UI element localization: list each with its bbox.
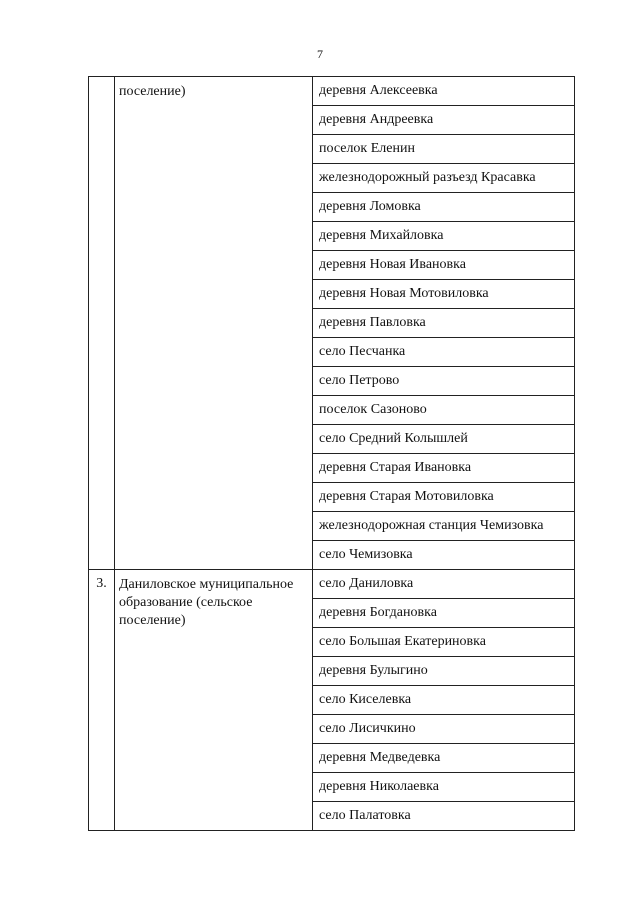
settlements-table xyxy=(88,76,575,831)
locality-name: железнодорожная станция Чемизовка xyxy=(319,518,544,533)
table-body xyxy=(89,77,575,831)
locality-cell xyxy=(313,251,575,280)
table-row xyxy=(89,570,575,599)
locality-name: село Средний Колышлей xyxy=(319,431,468,446)
locality-name: село Чемизовка xyxy=(319,547,413,562)
locality-cell xyxy=(313,541,575,570)
locality-cell xyxy=(313,396,575,425)
locality-cell xyxy=(313,77,575,106)
locality-name: деревня Николаевка xyxy=(319,779,439,794)
locality-cell xyxy=(313,744,575,773)
locality-cell xyxy=(313,628,575,657)
locality-name: поселок Еленин xyxy=(319,141,415,156)
locality-cell xyxy=(313,686,575,715)
locality-cell xyxy=(313,512,575,541)
locality-name: деревня Старая Ивановка xyxy=(319,460,472,475)
locality-name: деревня Ломовка xyxy=(319,199,421,214)
locality-cell xyxy=(313,773,575,802)
locality-cell xyxy=(313,280,575,309)
page-number: 7 xyxy=(317,47,323,61)
locality-cell xyxy=(313,657,575,686)
locality-name: село Петрово xyxy=(319,373,400,388)
locality-name: село Большая Екатериновка xyxy=(319,634,486,649)
locality-cell xyxy=(313,338,575,367)
locality-cell xyxy=(313,425,575,454)
locality-cell xyxy=(313,367,575,396)
locality-name: деревня Булыгино xyxy=(319,663,428,678)
locality-name: село Палатовка xyxy=(319,808,411,823)
locality-name: деревня Богдановка xyxy=(319,605,437,620)
locality-name: село Лисичкино xyxy=(319,721,416,736)
locality-name: деревня Михайловка xyxy=(319,228,444,243)
locality-cell xyxy=(313,570,575,599)
locality-cell xyxy=(313,802,575,831)
locality-name: деревня Новая Ивановка xyxy=(319,257,466,272)
locality-name: поселок Сазоново xyxy=(319,402,427,417)
locality-cell xyxy=(313,164,575,193)
locality-name: деревня Медведевка xyxy=(319,750,441,765)
section-number xyxy=(89,77,115,570)
section-number: 3. xyxy=(89,570,115,831)
locality-name: село Песчанка xyxy=(319,344,406,359)
locality-cell xyxy=(313,483,575,512)
locality-name: деревня Андреевка xyxy=(319,112,434,127)
municipality-name: поселение) xyxy=(115,77,313,570)
locality-name: деревня Старая Мотовиловка xyxy=(319,489,494,504)
locality-cell xyxy=(313,106,575,135)
locality-cell xyxy=(313,135,575,164)
locality-cell xyxy=(313,193,575,222)
table-row xyxy=(89,77,575,106)
locality-name: деревня Алексеевка xyxy=(319,83,438,98)
locality-cell xyxy=(313,599,575,628)
municipality-name: Даниловское муниципальное образование (сельское поселение) xyxy=(115,570,313,831)
locality-cell xyxy=(313,222,575,251)
locality-name: деревня Павловка xyxy=(319,315,426,330)
locality-name: железнодорожный разъезд Красавка xyxy=(319,170,536,185)
locality-name: село Киселевка xyxy=(319,692,412,707)
locality-name: деревня Новая Мотовиловка xyxy=(319,286,489,301)
locality-cell xyxy=(313,715,575,744)
locality-name: село Даниловка xyxy=(319,576,414,591)
locality-cell xyxy=(313,454,575,483)
locality-cell xyxy=(313,309,575,338)
